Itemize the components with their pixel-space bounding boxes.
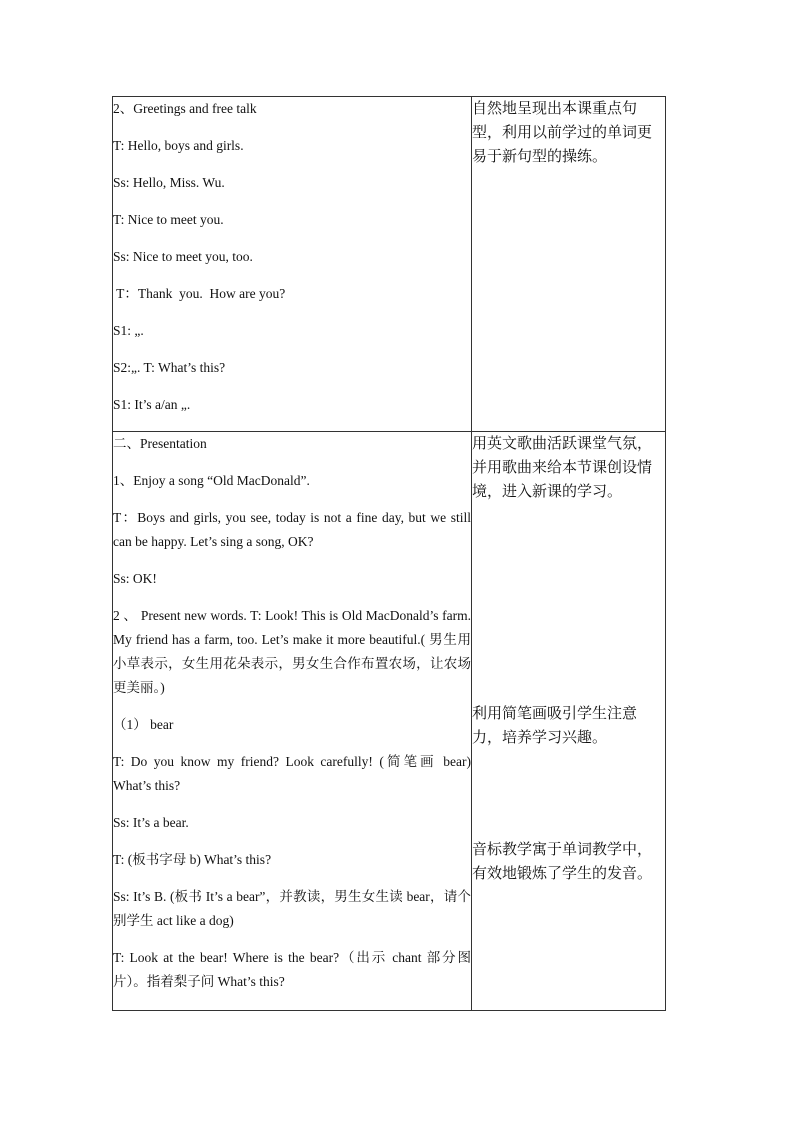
- procedure-line: T: Look at the bear! Where is the bear?（出示 chant 部分图片）。指着梨子问 What’s this?: [113, 950, 471, 989]
- table-row: [113, 432, 666, 1011]
- procedure-line: Ss: It’s a bear.: [113, 815, 189, 830]
- procedure-line: T: Nice to meet you.: [113, 212, 224, 227]
- procedure-line: S2:„. T: What’s this?: [113, 360, 226, 375]
- procedure-line: Ss: Nice to meet you, too.: [113, 249, 253, 264]
- procedure-line: S1: It’s a/an „.: [113, 397, 191, 412]
- procedure-line: T：Boys and girls, you see, today is not a fine day, but we still can be happy. Let’s sing a song, OK?: [113, 510, 471, 549]
- procedure-line: T: (板书字母 b) What’s this?: [113, 852, 272, 867]
- purpose-note: 自然地呈现出本课重点句型，利用以前学过的单词更易于新句型的操练。: [472, 101, 653, 165]
- procedure-line: Ss: Hello, Miss. Wu.: [113, 175, 225, 190]
- procedure-line: T: Hello, boys and girls.: [113, 138, 244, 153]
- table-row: [113, 97, 666, 432]
- procedure-line: S1: „.: [113, 323, 144, 338]
- procedure-line: T: Do you know my friend? Look carefully! (简笔画 bear) What’s this?: [113, 754, 471, 793]
- lesson-plan-table: [112, 96, 666, 1011]
- procedure-line: 2、Greetings and free talk: [113, 101, 257, 116]
- procedure-line: Ss: OK!: [113, 571, 157, 586]
- procedure-cell: [113, 97, 472, 432]
- procedure-line: T：Thank you. How are you?: [113, 286, 286, 301]
- procedure-cell: [113, 432, 472, 1011]
- purpose-note: 音标教学寓于单词教学中，有效地锻炼了学生的发音。: [472, 842, 653, 882]
- section-heading: 二、Presentation: [113, 436, 207, 451]
- purpose-cell: [472, 97, 666, 432]
- purpose-note: 用英文歌曲活跃课堂气氛，并用歌曲来给本节课创设情境，进入新课的学习。: [472, 436, 653, 500]
- procedure-line: 2 、 Present new words. T: Look! This is Old MacDonald’s farm. My friend has a farm, too. Let’s make it more beautiful.( 男生用小草表示，女生用花朵表示，男女生合作布置农场，让农场更美丽。): [113, 608, 471, 695]
- procedure-line: Ss: It’s B. (板书 It’s a bear”，并教读，男生女生读 bear，请个别学生 act like a dog): [113, 889, 471, 928]
- procedure-line: 1、Enjoy a song “Old MacDonald”.: [113, 473, 310, 488]
- purpose-cell: [472, 432, 666, 1011]
- purpose-note: 利用简笔画吸引学生注意力，培养学习兴趣。: [472, 706, 638, 746]
- procedure-line: （1） bear: [113, 717, 174, 732]
